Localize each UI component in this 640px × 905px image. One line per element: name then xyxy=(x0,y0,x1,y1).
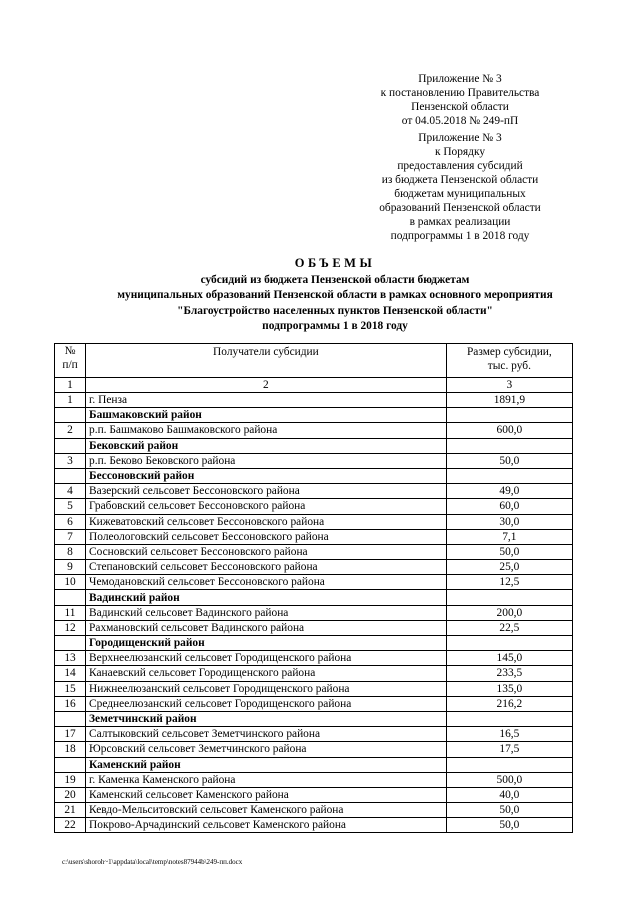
recipient-name: р.п. Беково Бековского района xyxy=(86,453,447,468)
appendix-line: Приложение № 3 xyxy=(418,73,502,85)
district-row xyxy=(55,590,573,605)
title-line: муниципальных образований Пензенской области в рамках основного мероприятия xyxy=(117,289,553,301)
recipient-name: Чемодановский сельсовет Бессоновского района xyxy=(86,575,447,590)
row-number: 5 xyxy=(55,499,86,514)
subsidy-amount: 200,0 xyxy=(446,605,572,620)
row-amount xyxy=(446,590,572,605)
subsidy-amount: 17,5 xyxy=(446,742,572,757)
title-line: "Благоустройство населенных пунктов Пензенской области" xyxy=(177,304,493,317)
row-number: 9 xyxy=(55,560,86,575)
recipient-name: Каменский сельсовет Каменского района xyxy=(86,787,447,802)
appendix-line: предоставления субсидий xyxy=(397,160,523,172)
subsidy-amount: 145,0 xyxy=(446,651,572,666)
subsidy-amount: 7,1 xyxy=(446,529,572,544)
subsidy-amount: 500,0 xyxy=(446,772,572,787)
table-row xyxy=(55,742,573,757)
subsidy-amount: 40,0 xyxy=(446,787,572,802)
header-number: № п/п xyxy=(55,344,86,378)
subsidy-amount: 216,2 xyxy=(446,696,572,711)
table-row xyxy=(55,560,573,575)
row-amount xyxy=(446,636,572,651)
district-row xyxy=(55,408,573,423)
row-amount xyxy=(446,408,572,423)
column-index: 1 xyxy=(55,378,86,393)
subsidy-amount: 1891,9 xyxy=(446,393,572,408)
recipient-name: Покрово-Арчадинский сельсовет Каменского района xyxy=(86,818,447,833)
district-row xyxy=(55,711,573,726)
row-number xyxy=(55,438,86,453)
recipient-name: Грабовский сельсовет Бессоновского района xyxy=(86,499,447,514)
appendix-line: образований Пензенской области xyxy=(379,202,541,214)
row-amount xyxy=(446,438,572,453)
title-line: подпрограммы 1 в 2018 году xyxy=(262,320,408,332)
table-row xyxy=(55,499,573,514)
appendix-line: в рамках реализации xyxy=(409,216,511,228)
district-name: Городищенский район xyxy=(86,636,447,651)
table-row xyxy=(55,803,573,818)
title-main: ОБЪЕМЫ xyxy=(294,256,376,270)
appendix-line: бюджетам муниципальных xyxy=(394,188,526,200)
subsidy-amount: 22,5 xyxy=(446,620,572,635)
recipient-name: Полеологовский сельсовет Бессоновского района xyxy=(86,529,447,544)
recipient-name: Среднеелюзанский сельсовет Городищенского района xyxy=(86,696,447,711)
recipient-name: г. Каменка Каменского района xyxy=(86,772,447,787)
table-row xyxy=(55,529,573,544)
recipient-name: Канаевский сельсовет Городищенского района xyxy=(86,666,447,681)
subsidy-amount: 50,0 xyxy=(446,818,572,833)
district-row xyxy=(55,438,573,453)
title-lines xyxy=(40,273,630,335)
district-row xyxy=(55,468,573,483)
table-row xyxy=(55,772,573,787)
subsidy-amount: 600,0 xyxy=(446,423,572,438)
table-row xyxy=(55,423,573,438)
subsidy-amount: 30,0 xyxy=(446,514,572,529)
column-index: 2 xyxy=(86,378,447,393)
row-number: 14 xyxy=(55,666,86,681)
row-number: 3 xyxy=(55,453,86,468)
footer-file-path: c:\users\shoroh~1\appdata\local\temp\notes87944b\249-пп.docx xyxy=(62,858,243,866)
table-row xyxy=(55,575,573,590)
column-index-row xyxy=(55,378,573,393)
recipient-name: Салтыковский сельсовет Земетчинского района xyxy=(86,727,447,742)
subsidy-amount: 50,0 xyxy=(446,453,572,468)
subsidy-amount: 25,0 xyxy=(446,560,572,575)
row-number xyxy=(55,757,86,772)
recipient-name: Юрсовский сельсовет Земетчинского района xyxy=(86,742,447,757)
column-index: 3 xyxy=(446,378,572,393)
row-number: 7 xyxy=(55,529,86,544)
subsidy-amount: 60,0 xyxy=(446,499,572,514)
recipient-name: Вадинский сельсовет Вадинского района xyxy=(86,605,447,620)
subsidy-amount: 233,5 xyxy=(446,666,572,681)
table-row xyxy=(55,605,573,620)
district-name: Вадинский район xyxy=(86,590,447,605)
recipient-name: Кевдо-Мельситовский сельсовет Каменского района xyxy=(86,803,447,818)
subsidy-amount: 135,0 xyxy=(446,681,572,696)
row-amount xyxy=(446,757,572,772)
row-number: 15 xyxy=(55,681,86,696)
subsidy-amount: 50,0 xyxy=(446,803,572,818)
appendix-line: подпрограммы 1 в 2018 году xyxy=(390,230,530,242)
subsidy-amount: 50,0 xyxy=(446,544,572,559)
subsidy-amount: 49,0 xyxy=(446,484,572,499)
row-number xyxy=(55,408,86,423)
appendix-line: к Порядку xyxy=(434,146,486,158)
subsidy-amount: 16,5 xyxy=(446,727,572,742)
row-number: 11 xyxy=(55,605,86,620)
appendix-line: Пензенской области xyxy=(411,101,509,113)
table-row xyxy=(55,818,573,833)
row-number xyxy=(55,468,86,483)
district-name: Бессоновский район xyxy=(86,468,447,483)
appendix-line: от 04.05.2018 № 249-пП xyxy=(401,115,519,127)
table-row xyxy=(55,666,573,681)
recipient-name: Степановский сельсовет Бессоновского района xyxy=(86,560,447,575)
table-row xyxy=(55,651,573,666)
recipient-name: Рахмановский сельсовет Вадинского района xyxy=(86,620,447,635)
recipient-name: р.п. Башмаково Башмаковского района xyxy=(86,423,447,438)
row-amount xyxy=(446,711,572,726)
table-row xyxy=(55,681,573,696)
table-row xyxy=(55,514,573,529)
row-number: 18 xyxy=(55,742,86,757)
district-row xyxy=(55,636,573,651)
table-row xyxy=(55,453,573,468)
table-row xyxy=(55,620,573,635)
district-name: Бековский район xyxy=(86,438,447,453)
row-number: 13 xyxy=(55,651,86,666)
row-number: 12 xyxy=(55,620,86,635)
row-number: 21 xyxy=(55,803,86,818)
district-name: Башмаковский район xyxy=(86,408,447,423)
appendix-line: к постановлению Правительства xyxy=(380,87,540,99)
subsidies-table xyxy=(54,343,573,833)
row-number: 10 xyxy=(55,575,86,590)
district-row xyxy=(55,757,573,772)
row-number: 17 xyxy=(55,727,86,742)
header-recipient: Получатели субсидии xyxy=(86,344,447,378)
recipient-name: г. Пенза xyxy=(86,393,447,408)
district-name: Земетчинский район xyxy=(86,711,447,726)
appendix-procedure xyxy=(340,131,580,243)
table-row xyxy=(55,544,573,559)
header-amount: Размер субсидии, тыс. руб. xyxy=(446,344,572,378)
title-line: субсидий из бюджета Пензенской области бюджетам xyxy=(200,273,470,286)
appendix-line: из бюджета Пензенской области xyxy=(381,174,539,186)
table-row xyxy=(55,696,573,711)
recipient-name: Нижнеелюзанский сельсовет Городищенского района xyxy=(86,681,447,696)
document-title xyxy=(40,256,630,335)
table-row xyxy=(55,727,573,742)
table-row xyxy=(55,393,573,408)
recipient-name: Верхнеелюзанский сельсовет Городищенского района xyxy=(86,651,447,666)
row-number: 6 xyxy=(55,514,86,529)
table-row xyxy=(55,484,573,499)
row-number: 20 xyxy=(55,787,86,802)
table-row xyxy=(55,787,573,802)
row-number: 4 xyxy=(55,484,86,499)
row-number: 8 xyxy=(55,544,86,559)
row-number: 1 xyxy=(55,393,86,408)
row-number xyxy=(55,590,86,605)
recipient-name: Кижеватовский сельсовет Бессоновского района xyxy=(86,514,447,529)
row-number: 16 xyxy=(55,696,86,711)
recipient-name: Сосновский сельсовет Бессоновского района xyxy=(86,544,447,559)
subsidy-amount: 12,5 xyxy=(446,575,572,590)
row-number: 22 xyxy=(55,818,86,833)
appendix-line: Приложение № 3 xyxy=(418,132,502,144)
row-number xyxy=(55,711,86,726)
row-amount xyxy=(446,468,572,483)
row-number: 19 xyxy=(55,772,86,787)
district-name: Каменский район xyxy=(86,757,447,772)
table-header-row xyxy=(55,344,573,378)
recipient-name: Вазерский сельсовет Бессоновского района xyxy=(86,484,447,499)
appendix-government-resolution xyxy=(340,72,580,128)
row-number xyxy=(55,636,86,651)
row-number: 2 xyxy=(55,423,86,438)
